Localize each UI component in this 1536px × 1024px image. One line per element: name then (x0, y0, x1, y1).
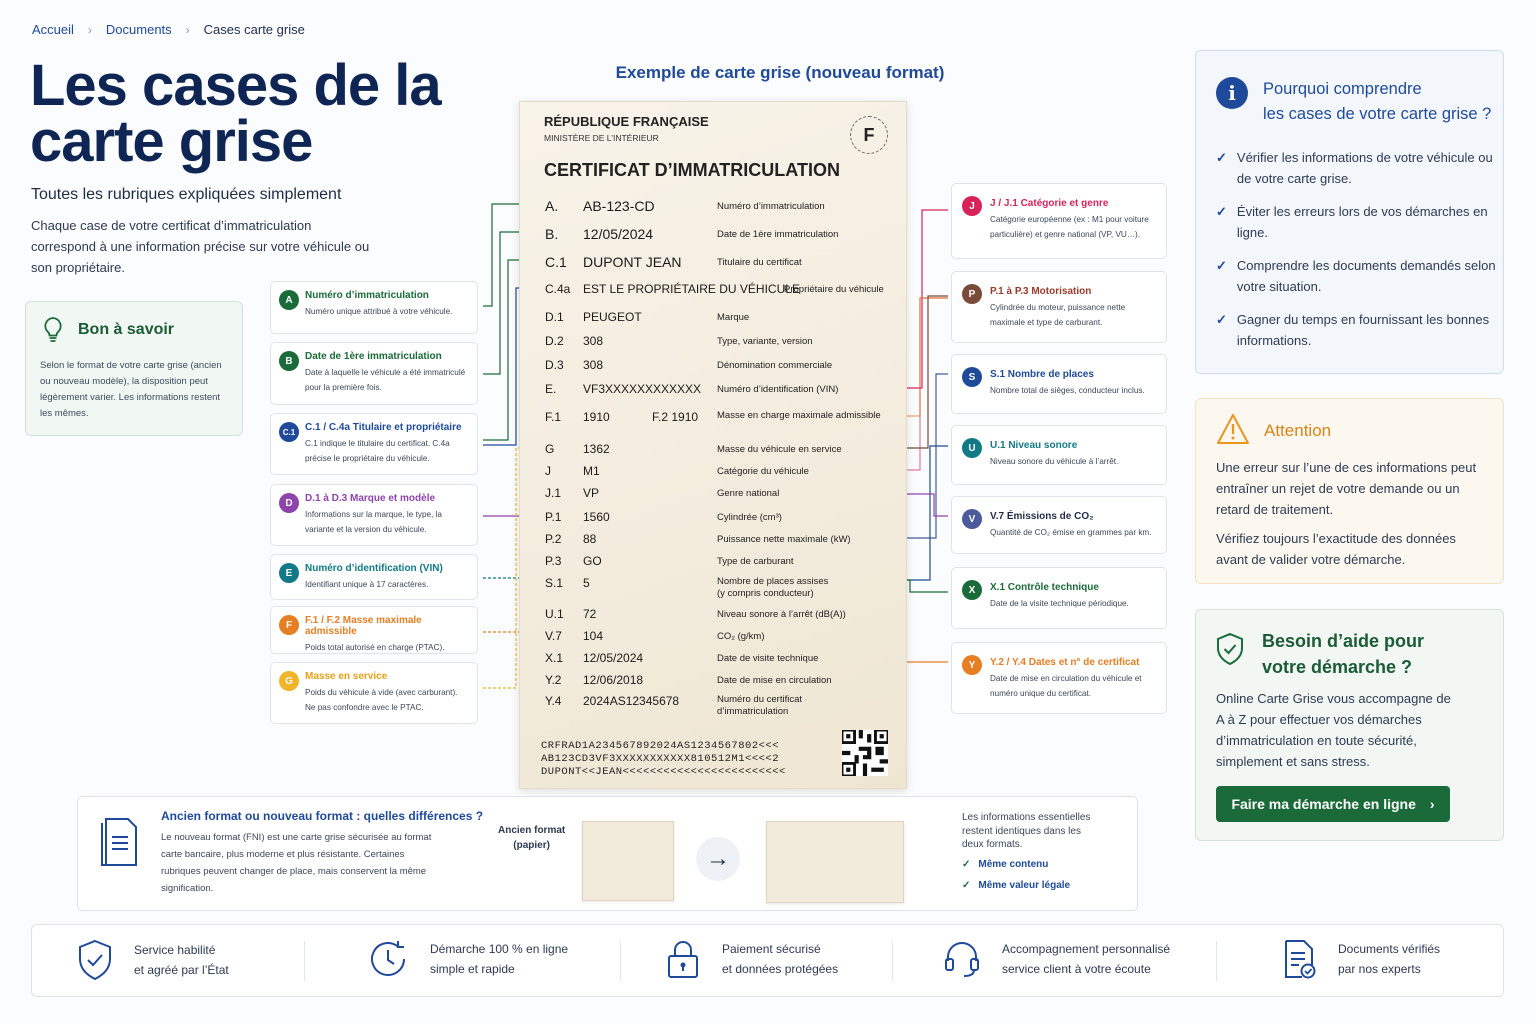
old-format-label: Ancien format (papier) (498, 825, 566, 851)
check-icon: ✓ (1216, 150, 1227, 165)
badge-c: C.1 (279, 422, 299, 442)
field-card-text: Quantité de CO₂ émise en grammes par km. (990, 528, 1152, 537)
mrz-line: CRFRAD1A234567892024AS1234567802<<< (541, 740, 780, 752)
page-title: Les cases de la carte grise (30, 53, 441, 174)
badge-p: P (962, 284, 982, 304)
tip-title: Bon à savoir (78, 321, 175, 338)
field-card-title: Numéro d’immatriculation (305, 290, 429, 301)
lock-icon (666, 939, 700, 979)
trust-item: Documents vérifiés par nos experts (1282, 939, 1440, 979)
field-card-title: Date de 1ère immatriculation (305, 351, 442, 362)
field-card-v (951, 496, 1167, 554)
badge-y: Y (962, 655, 982, 675)
field-card-u (951, 425, 1167, 485)
attention-text: Vérifiez toujours l’exactitude des données avant de valider votre démarche. (1216, 531, 1456, 567)
new-format-thumbnail (766, 821, 904, 903)
page-subtitle: Toutes les rubriques expliquées simplement (31, 186, 342, 203)
mrz-zone (541, 740, 786, 779)
mrz-line: AB123CD3VF3XXXXXXXXXXX810512M1<<<<2 (541, 753, 780, 765)
field-card-text: Catégorie européenne (ex : M1 pour voiture particulière) et genre national (VP, VU…). (990, 215, 1149, 239)
field-card-title: Numéro d’identification (VIN) (305, 563, 443, 574)
field-card-title: Masse en service (305, 671, 388, 682)
divider (892, 941, 893, 981)
badge-j: J (962, 196, 982, 216)
field-card-text: Date de mise en circulation du véhicule et numéro unique du certificat. (990, 674, 1142, 698)
list-item: ✓ Gagner du temps en fournissant les bonnes informations. (1216, 309, 1503, 351)
field-card-title: C.1 / C.4a Titulaire et propriétaire (305, 422, 462, 433)
france-emblem-icon: F (850, 116, 888, 154)
help-text: Online Carte Grise vous accompagne de A à Z pour effectuer vos démarches d’immatriculation en toute sécurité, simplement et sans stress. (1216, 691, 1451, 769)
chevron-right-icon: › (1429, 796, 1435, 812)
format-text: Le nouveau format (FNI) est une carte grise sécurisée au format carte bancaire, plus moderne et plus résistante. Certaines rubriques peuvent changer de place, mais conservent la même signification. (161, 832, 432, 894)
start-procedure-button[interactable]: Faire ma démarche en ligne › (1216, 786, 1450, 822)
breadcrumb-documents-link[interactable]: Documents (105, 22, 172, 37)
qr-code-icon (842, 730, 888, 776)
field-card-title: J / J.1 Catégorie et genre (990, 198, 1109, 209)
field-card-x (951, 567, 1167, 629)
breadcrumb-home-link[interactable]: Accueil (32, 22, 74, 37)
field-card-text: Informations sur la marque, le type, la variante et la version du véhicule. (305, 510, 442, 534)
field-card-text: C.1 indique le titulaire du certificat. C.4a précise le propriétaire du véhicule. (305, 439, 450, 463)
field-card-f (270, 606, 478, 654)
attention-panel (1195, 398, 1504, 584)
trust-item: Démarche 100 % en ligne simple et rapide (368, 939, 568, 979)
info-icon: i (1216, 77, 1248, 109)
document-icon (100, 813, 140, 869)
badge-f: F (279, 615, 299, 635)
same-content-check: ✓ Même contenu (962, 859, 1049, 870)
field-card-d (270, 484, 478, 546)
card-section-title: Exemple de carte grise (nouveau format) (615, 63, 945, 82)
field-card-title: Y.2 / Y.4 Dates et n° de certificat (990, 657, 1140, 668)
badge-g: G (279, 671, 299, 691)
field-card-title: U.1 Niveau sonore (990, 440, 1078, 451)
help-panel (1195, 609, 1504, 841)
field-card-text: Date à laquelle le véhicule a été immatriculé pour la première fois. (305, 368, 466, 392)
field-card-text: Poids total autorisé en charge (PTAC). (305, 643, 445, 652)
field-card-text: Nombre total de sièges, conducteur inclus. (990, 386, 1145, 395)
check-icon: ✓ (1216, 258, 1227, 273)
format-comparison (77, 796, 1138, 911)
trust-item: Service habilité et agréé par l’État (78, 939, 229, 981)
badge-s: S (962, 367, 982, 387)
check-icon: ✓ (1216, 312, 1227, 327)
field-card-e (270, 554, 478, 600)
field-card-title: F.1 / F.2 Masse maximale admissible (305, 615, 422, 637)
field-card-p (951, 271, 1167, 343)
field-card-b (270, 342, 478, 405)
attention-title: Attention (1264, 421, 1332, 440)
field-card-g (270, 662, 478, 724)
tip-text: Selon le format de votre carte grise (ancien ou nouveau modèle), la disposition peut légèrement varier. Les informations restent les mêmes. (40, 360, 222, 419)
check-icon: ✓ (962, 880, 971, 891)
field-card-text: Cylindrée du moteur, puissance nette maximale et type de carburant. (990, 303, 1126, 327)
lightbulb-icon (40, 316, 66, 344)
field-card-title: X.1 Contrôle technique (990, 582, 1099, 593)
attention-text: Une erreur sur l’une de ces informations peut entraîner un rejet de votre demande ou un retard de traitement. (1216, 460, 1477, 517)
field-card-s (951, 354, 1167, 414)
page-intro: Chaque case de votre certificat d’immatriculation correspond à une information précise sur votre véhicule ou son propriétaire. (31, 218, 370, 275)
badge-x: X (962, 580, 982, 600)
trust-item: Accompagnement personnalisé service client à votre écoute (944, 939, 1170, 979)
divider (620, 941, 621, 981)
badge-a: A (279, 290, 299, 310)
field-card-text: Date de la visite technique périodique. (990, 599, 1129, 608)
breadcrumb (32, 22, 305, 37)
certificate-country: RÉPUBLIQUE FRANÇAISE (544, 114, 709, 129)
field-card-text: Poids du véhicule à vide (avec carburant). Ne pas confondre avec le PTAC. (305, 688, 458, 712)
shield-check-icon (78, 939, 112, 981)
divider (1216, 941, 1217, 981)
trust-item: Paiement sécurisé et données protégées (666, 939, 838, 979)
mrz-line: DUPONT<<JEAN<<<<<<<<<<<<<<<<<<<<<<<< (541, 766, 786, 778)
why-panel (1195, 50, 1504, 374)
why-title: Pourquoi comprendre les cases de votre carte grise ? (1263, 80, 1492, 123)
field-card-y (951, 642, 1167, 714)
certificate-heading: CERTIFICAT D’IMMATRICULATION (544, 160, 840, 180)
badge-d: D (279, 493, 299, 513)
divider (304, 941, 305, 981)
field-card-text: Niveau sonore du véhicule à l’arrêt. (990, 457, 1119, 466)
field-card-title: P.1 à P.3 Motorisation (990, 286, 1092, 297)
check-icon: ✓ (1216, 204, 1227, 219)
trust-bar (31, 924, 1504, 997)
same-legal-value-check: ✓ Même valeur légale (962, 880, 1071, 891)
shield-check-icon (1216, 632, 1244, 666)
badge-b: B (279, 351, 299, 371)
why-list (1216, 147, 1503, 363)
format-title: Ancien format ou nouveau format : quelles différences ? (161, 809, 484, 823)
registration-certificate: RÉPUBLIQUE FRANÇAISE MINISTÈRE DE L’INTÉRIEUR CERTIFICAT D’IMMATRICULATION F A. AB-123-CD Numéro d’immatriculation B. 12/05/2024 Date de 1ère immatriculation C.1 DUPONT JEAN Titulaire du certificat C.4a EST LE PROPRIÉTAIRE DU VÉHICULE Propriétaire du véhicule D.1 PEUGEOT Marque D.2 308 Type, variante, version D.3 308 Dénomination commerciale E. VF3XXXXXXXXXXXX Numéro d’identification (VIN) F.1 1910 F.2 1910 Masse en charge maximale admissible G 1362 Masse du véhicule en service J M1 Catégorie du véhicule J.1 VP Genre national P.1 1560 Cylindrée (cm³) P.2 88 Puissance nette maximale (kW) P.3 GO Type de carburant S.1 5 Nombre de places assises (y compris conducteur) U.1 72 Niveau sonore à l’arrêt (dB(A)) V.7 104 CO₂ (g/km) X.1 12/05/2024 Date de visite technique Y.2 12/06/2018 Date de mise en circulation Y.4 2024AS12345678 Numéro du certificat d’immatriculation CRFRAD1A234567892024AS1234567802<<< AB123CD3VF3XXXXXXXXXXX810512M1<<<<2 DUPONT<<JEAN<<<<<<<<<<<<<<<<<<<<<<<< (519, 101, 907, 789)
list-item: ✓ Comprendre les documents demandés selon votre situation. (1216, 255, 1503, 297)
list-item: ✓ Vérifier les informations de votre véhicule ou de votre carte grise. (1216, 147, 1503, 189)
tip-box (25, 301, 243, 436)
badge-u: U (962, 438, 982, 458)
clock-icon (368, 939, 408, 979)
chevron-right-icon: › (185, 22, 190, 37)
arrow-right-icon: → (696, 837, 740, 881)
field-card-title: D.1 à D.3 Marque et modèle (305, 493, 436, 504)
list-item: ✓ Éviter les erreurs lors de vos démarches en ligne. (1216, 201, 1503, 243)
badge-v: V (962, 509, 982, 529)
field-card-title: V.7 Émissions de CO₂ (990, 511, 1094, 522)
warning-icon (1216, 413, 1250, 445)
field-card-title: S.1 Nombre de places (990, 369, 1094, 380)
chevron-right-icon: › (87, 22, 92, 37)
field-card-text: Identifiant unique à 17 caractères. (305, 580, 429, 589)
document-check-icon (1282, 939, 1316, 979)
certificate-ministry: MINISTÈRE DE L’INTÉRIEUR (544, 133, 659, 143)
badge-e: E (279, 563, 299, 583)
field-card-text: Numéro unique attribué à votre véhicule. (305, 307, 453, 316)
breadcrumb-current: Cases carte grise (203, 22, 305, 37)
headset-icon (944, 939, 980, 979)
old-format-thumbnail (582, 821, 674, 901)
help-title: Besoin d’aide pour votre démarche ? (1262, 631, 1425, 677)
format-info: Les informations essentielles restent identiques dans les deux formats. (962, 812, 1091, 850)
field-card-j (951, 183, 1167, 259)
check-icon: ✓ (962, 859, 971, 870)
field-card-a (270, 281, 478, 334)
field-card-c (270, 413, 478, 475)
